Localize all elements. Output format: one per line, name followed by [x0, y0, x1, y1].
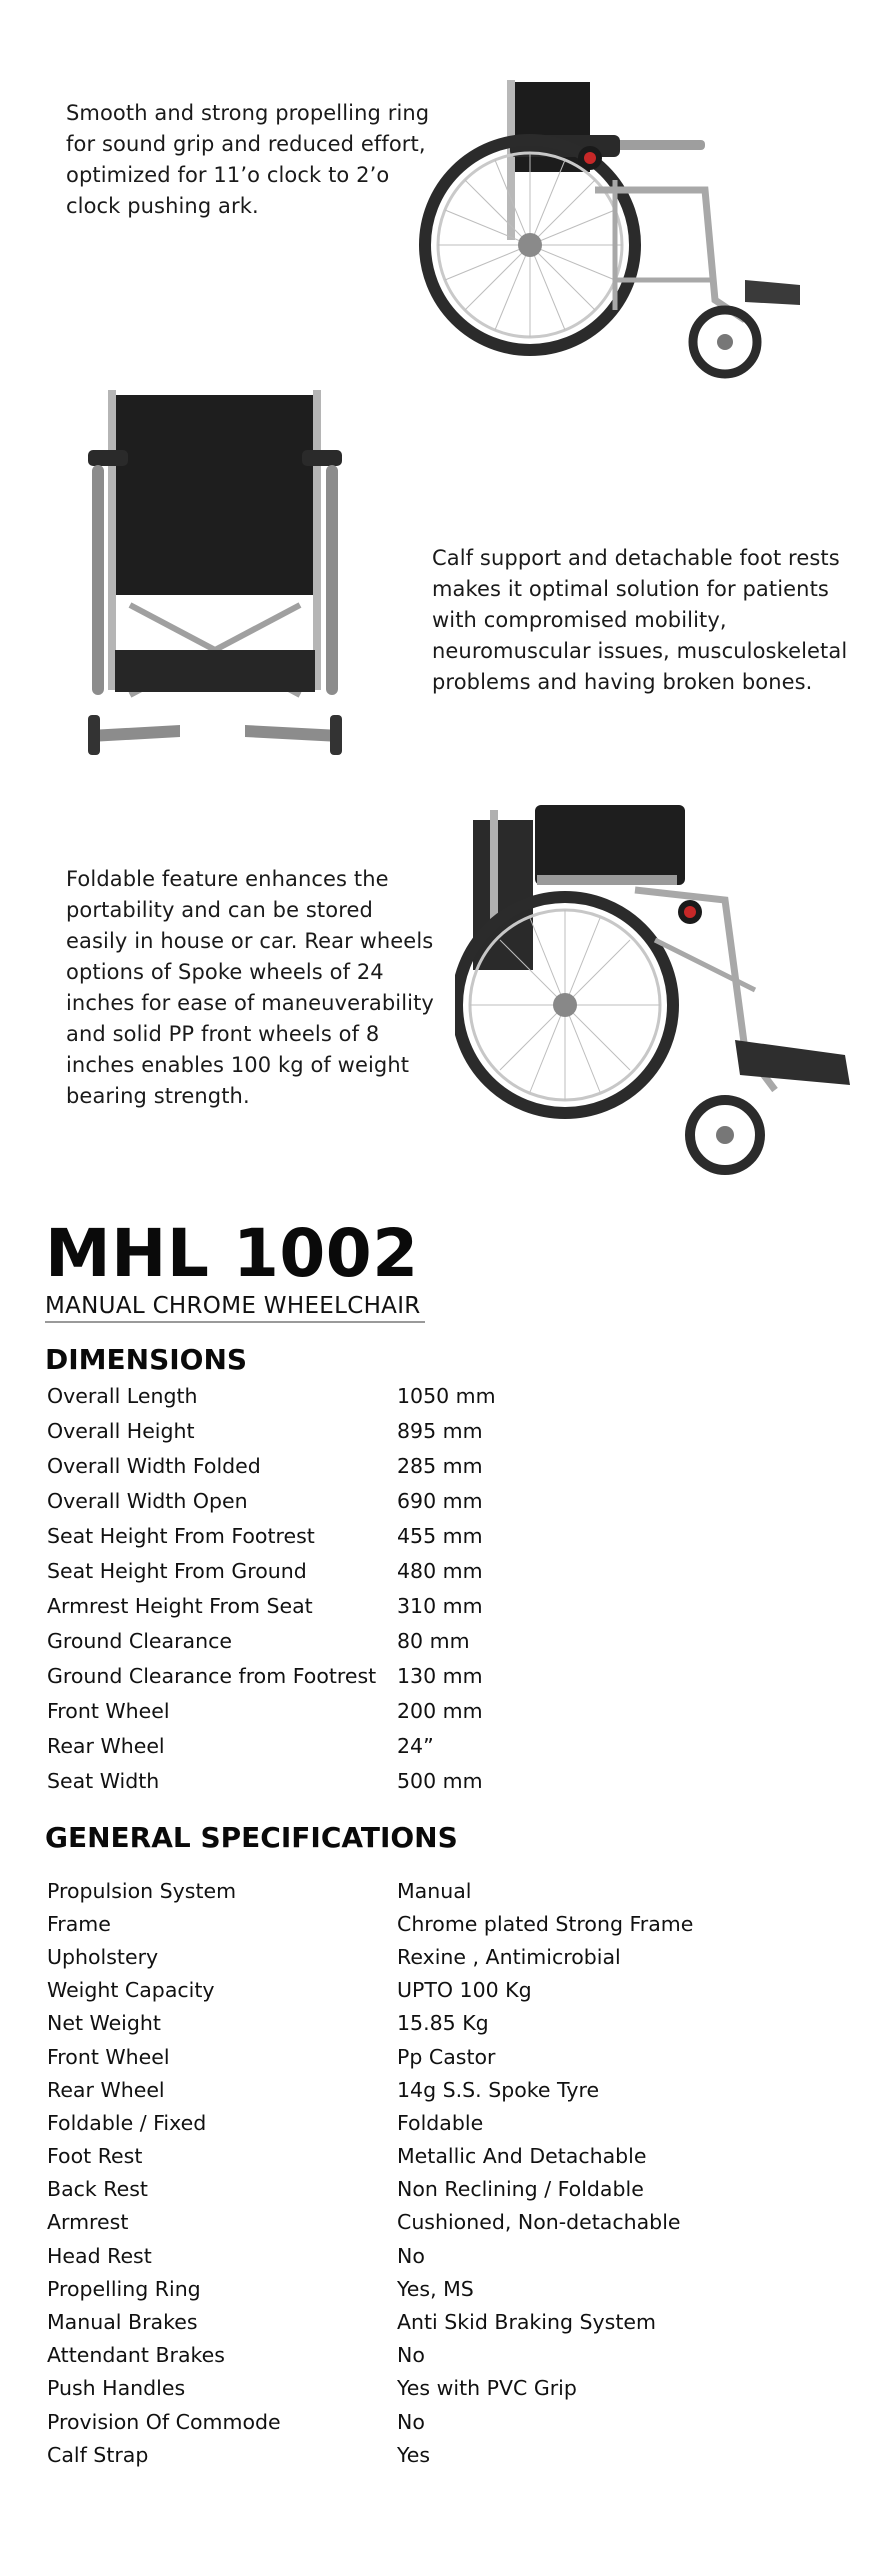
general-specs-table	[47, 1874, 693, 2471]
spec-value: Rexine , Antimicrobial	[397, 1944, 621, 1969]
spec-label: Seat Height From Ground	[47, 1558, 307, 1583]
spec-label: Frame	[47, 1911, 111, 1936]
spec-value: No	[397, 2343, 425, 2368]
spec-value: No	[397, 2243, 425, 2268]
spec-row	[47, 1874, 693, 1907]
spec-row	[47, 2140, 693, 2173]
spec-value: 895 mm	[397, 1418, 483, 1443]
wheelchair-angle-photo	[455, 790, 870, 1190]
spec-row	[47, 1588, 496, 1623]
spec-value: Anti Skid Braking System	[397, 2310, 656, 2335]
spec-label: Foldable / Fixed	[47, 2110, 207, 2135]
spec-label: Back Rest	[47, 2177, 148, 2202]
spec-label: Rear Wheel	[47, 2077, 165, 2102]
spec-value: UPTO 100 Kg	[397, 1978, 532, 2003]
spec-value: 285 mm	[397, 1453, 483, 1478]
spec-label: Overall Length	[47, 1383, 198, 1408]
spec-value: Foldable	[397, 2110, 484, 2135]
spec-row	[47, 2405, 693, 2438]
spec-row	[47, 2073, 693, 2106]
spec-row	[47, 2173, 693, 2206]
spec-row	[47, 1658, 496, 1693]
spec-row	[47, 1763, 496, 1798]
spec-label: Front Wheel	[47, 2044, 170, 2069]
spec-label: Attendant Brakes	[47, 2343, 225, 2368]
spec-row	[47, 1378, 496, 1413]
spec-label: Propulsion System	[47, 1878, 237, 1903]
spec-row	[47, 1940, 693, 1973]
spec-value: Chrome plated Strong Frame	[397, 1911, 694, 1936]
spec-row	[47, 1907, 693, 1940]
spec-label: Push Handles	[47, 2376, 186, 2401]
spec-label: Front Wheel	[47, 1698, 170, 1723]
general-specs-heading: GENERAL SPECIFICATIONS	[45, 1821, 458, 1854]
spec-label: Ground Clearance	[47, 1628, 232, 1653]
spec-value: Manual	[397, 1878, 472, 1903]
spec-row	[47, 2305, 693, 2338]
spec-label: Head Rest	[47, 2243, 152, 2268]
spec-row	[47, 1693, 496, 1728]
spec-label: Overall Width Open	[47, 1488, 248, 1513]
feature-text-foldable: Foldable feature enhances the portability and can be stored easily in house or car. Rear wheels options of Spoke wheels of 24 inches for ease of maneuverability and solid PP front wheels of 8 inches enables 100 kg of weight bearing strength.	[66, 867, 434, 1108]
spec-label: Ground Clearance from Footrest	[47, 1663, 377, 1688]
spec-label: Upholstery	[47, 1944, 159, 1969]
spec-value: 14g S.S. Spoke Tyre	[397, 2077, 600, 2102]
spec-value: 690 mm	[397, 1488, 483, 1513]
spec-value: 455 mm	[397, 1523, 483, 1548]
spec-row	[47, 2206, 693, 2239]
spec-row	[47, 1448, 496, 1483]
spec-value: Yes, MS	[397, 2276, 474, 2301]
spec-row	[47, 1413, 496, 1448]
spec-value: 310 mm	[397, 1593, 483, 1618]
spec-row	[47, 2339, 693, 2372]
spec-value: No	[397, 2409, 425, 2434]
spec-label: Provision Of Commode	[47, 2409, 281, 2434]
spec-label: Armrest Height From Seat	[47, 1593, 313, 1618]
wheelchair-front-photo	[70, 385, 360, 770]
spec-value: Yes	[397, 2442, 431, 2467]
spec-value: Pp Castor	[397, 2044, 496, 2069]
spec-label: Overall Height	[47, 1418, 195, 1443]
spec-row	[47, 1553, 496, 1588]
spec-label: Manual Brakes	[47, 2310, 198, 2335]
spec-label: Foot Rest	[47, 2144, 143, 2169]
spec-value: 130 mm	[397, 1663, 483, 1688]
spec-label: Overall Width Folded	[47, 1453, 261, 1478]
spec-value: 15.85 Kg	[397, 2011, 489, 2036]
spec-label: Propelling Ring	[47, 2276, 201, 2301]
spec-label: Armrest	[47, 2210, 129, 2235]
feature-text-calf-support: Calf support and detachable foot rests makes it optimal solution for patients with compromised mobility, neuromuscular issues, musculoskeletal problems and having broken bones.	[432, 546, 848, 694]
product-subtitle: MANUAL CHROME WHEELCHAIR	[45, 1293, 425, 1323]
spec-label: Seat Height From Footrest	[47, 1523, 315, 1548]
spec-label: Seat Width	[47, 1768, 160, 1793]
spec-row	[47, 2272, 693, 2305]
spec-row	[47, 1974, 693, 2007]
spec-row	[47, 2007, 693, 2040]
spec-value: 1050 mm	[397, 1383, 496, 1408]
dimensions-table	[47, 1378, 496, 1798]
spec-label: Net Weight	[47, 2011, 161, 2036]
spec-label: Calf Strap	[47, 2442, 149, 2467]
spec-row	[47, 2106, 693, 2139]
product-model: MHL 1002	[45, 1215, 419, 1292]
spec-row	[47, 1728, 496, 1763]
spec-row	[47, 2372, 693, 2405]
spec-value: 24”	[397, 1733, 434, 1758]
spec-row	[47, 2239, 693, 2272]
wheelchair-side-photo	[415, 80, 815, 400]
spec-value: Yes with PVC Grip	[397, 2376, 577, 2401]
spec-value: Cushioned, Non-detachable	[397, 2210, 681, 2235]
spec-value: 200 mm	[397, 1698, 483, 1723]
spec-label: Weight Capacity	[47, 1978, 215, 2003]
spec-row	[47, 1518, 496, 1553]
spec-label: Rear Wheel	[47, 1733, 165, 1758]
spec-row	[47, 2040, 693, 2073]
spec-value: Metallic And Detachable	[397, 2144, 647, 2169]
spec-value: 500 mm	[397, 1768, 483, 1793]
spec-value: Non Reclining / Foldable	[397, 2177, 644, 2202]
spec-value: 80 mm	[397, 1628, 470, 1653]
dimensions-heading: DIMENSIONS	[45, 1343, 248, 1376]
spec-row	[47, 2438, 693, 2471]
feature-text-propelling-ring: Smooth and strong propelling ring for sound grip and reduced effort, optimized for 11’o clock to 2’o clock pushing ark.	[66, 101, 430, 218]
spec-row	[47, 1623, 496, 1658]
spec-value: 480 mm	[397, 1558, 483, 1583]
spec-row	[47, 1483, 496, 1518]
